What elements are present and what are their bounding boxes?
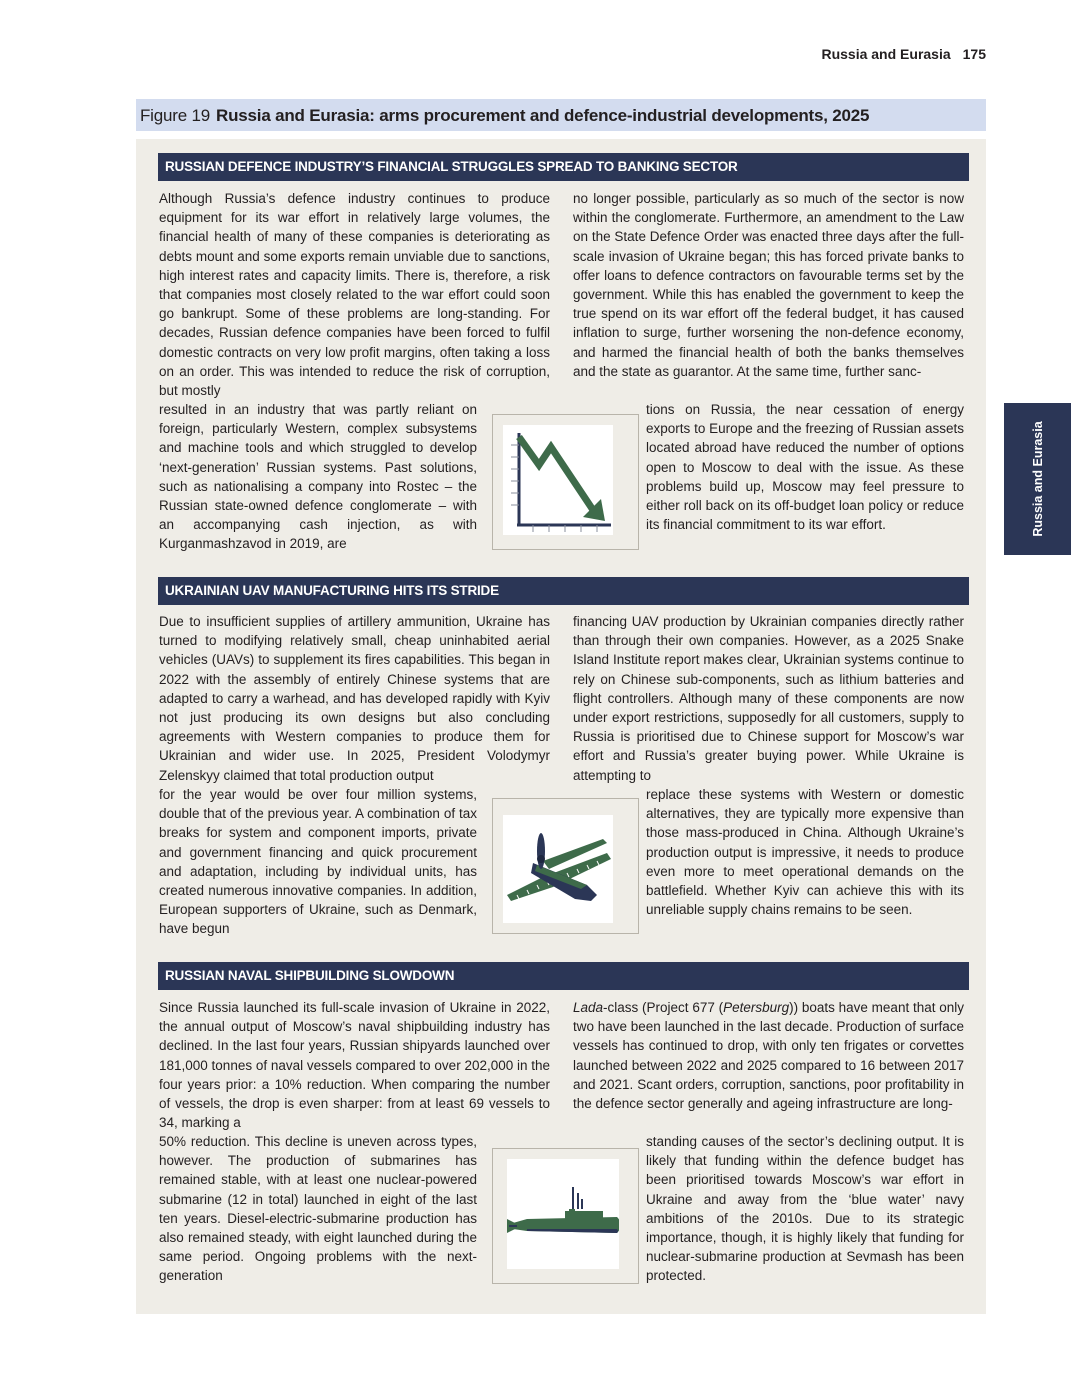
- section1-right-top: [573, 189, 964, 381]
- section3-left-bottom: [159, 1132, 477, 1286]
- section3-right-bottom: [646, 1132, 964, 1286]
- section1-paragraph: Although Russia’s defence industry continues to produce equipment for its war effort in relatively large volumes, the financial health of many of these companies is deteriorating as debts mount and some exports remain unviable due to sanctions, high interest rates and capacity limits. There is, therefore, a risk that companies most closely related to the war effort could soon go bankrupt. Some of these problems are long-standing. For decades, Russian defence companies have been forced to fulfil domestic contracts on very low profit margins, often taking a loss on an order. This was intended to reduce the risk of corruption, but mostly: [159, 191, 550, 399]
- section-heading-naval: RUSSIAN NAVAL SHIPBUILDING SLOWDOWN: [158, 962, 969, 990]
- section1-right-bottom: [646, 400, 964, 534]
- submarine-icon: [507, 1159, 619, 1269]
- section1-image-frame: [492, 414, 639, 550]
- section3-paragraph: standing causes of the sector’s declining output. It is likely that funding within the defence budget has been prioritised towards Moscow’s war effort in Ukraine and away from the ‘blue water’ navy ambitions of the 2010s. Due to its strategic importance, though, it is highly likely that funding for nuclear-submarine production at Sevmash has been protected.: [646, 1134, 964, 1284]
- section1-paragraph: resulted in an industry that was partly reliant on foreign, particularly Western, complex subsystems and machine tools and which struggled to develop ‘next-generation’ Russian systems. Past solutions, such as nationalising a company into Rostec – the Russian state-owned defence conglomerate – with an accompanying cash injection, as with Kurganmashzavod in 2019, are: [159, 402, 477, 552]
- section3-paragraph: 50% reduction. This decline is uneven across types, however. The production of submarines has remained stable, with at least one nuclear-powered submarine (12 in total) launched in eight of the last ten years. Diesel-electric-submarine production has also remained steady, with eight launched during the same period. Ongoing problems with the next-generation: [159, 1134, 477, 1284]
- figure-title: [140, 106, 869, 126]
- section2-right-bottom: [646, 785, 964, 919]
- section-heading-defence-industry: RUSSIAN DEFENCE INDUSTRY’S FINANCIAL STRUGGLES SPREAD TO BANKING SECTOR: [158, 153, 969, 181]
- section3-paragraph: Since Russia launched its full-scale invasion of Ukraine in 2022, the annual output of Moscow’s naval shipbuilding industry has declined. In the last four years, Russian shipyards launched over 181,000 tonnes of naval vessels compared to over 202,000 in the four years prior: a 10% reduction. When comparing the number of vessels, the drop is even sharper: from at least 69 vessels to 34, marking a: [159, 1000, 551, 1131]
- section1-left-bottom: [159, 400, 477, 554]
- section3-image: [507, 1159, 619, 1269]
- page-number: 175: [962, 46, 986, 62]
- figure-heading: Russia and Eurasia: arms procurement and defence-industrial developments, 2025: [216, 106, 870, 125]
- section3-right-top: [573, 998, 964, 1113]
- petersburg-italic: Petersburg: [723, 1000, 790, 1015]
- section2-paragraph: financing UAV production by Ukrainian companies directly rather than through their own companies. However, as a 2025 Snake Island Institute report makes clear, Ukrainian systems continue to rely on Chinese sub-components, such as lithium batteries and flight controllers. Although many of these components are now under export restrictions, supposedly for all customers, supply to Russia is prioritised due to Chinese support for Moscow’s war effort and Russia’s greater buying power. While Ukraine is attempting to: [573, 614, 964, 783]
- section1-paragraph: no longer possible, particularly as so much of the sector is now within the conglomerate. Furthermore, an amendment to the Law on the State Defence Order was enacted three days after the full-scale invasion of Ukraine began; this has forced private banks to offer loans to defence contractors on favourable terms set by the government. While this has enabled the government to keep the true spend on its war effort off the federal budget, it has caused inflation to surge, further worsening the non-defence economy, and harmed the financial health of both the banks themselves and the state as guarantor. At the same time, further sanc-: [573, 191, 964, 379]
- section2-left-top: [159, 612, 550, 785]
- section2-image-frame: [492, 798, 639, 934]
- section2-paragraph: Due to insufficient supplies of artillery ammunition, Ukraine has turned to modifying relatively small, cheap uninhabited aerial vehicles (UAVs) to supplement its fires capabilities. This began in 2022 with the assembly of entirely Chinese systems that are adapted to carry a warhead, and has developed rapidly with Kyiv not just producing its own designs but also concluding agreements with Western companies to produce them for Ukrainian and wider use. In 2025, President Volodymyr Zelenskyy claimed that total production output: [159, 614, 550, 783]
- figure-title-bar: [136, 99, 986, 131]
- section3-image-frame: [492, 1148, 639, 1284]
- section-heading-uav: UKRAINIAN UAV MANUFACTURING HITS ITS STRIDE: [158, 577, 969, 605]
- declining-chart-icon: [503, 425, 613, 535]
- section2-left-bottom: [159, 785, 477, 939]
- section2-image: [503, 815, 613, 923]
- section3-paragraph: [573, 998, 964, 1113]
- section3-left-top: [159, 998, 550, 1132]
- section3-text: -class (Project 677 (: [603, 1000, 724, 1015]
- section2-right-top: [573, 612, 964, 785]
- running-head: [821, 46, 986, 62]
- section2-paragraph: replace these systems with Western or domestic alternatives, they are typically more expensive than those mass-produced in China. Although Ukraine’s production output is impressive, it needs to produce even more to meet operational demands on the battlefield. Whether Kyiv can achieve this with its unreliable supply chains remains to be seen.: [646, 787, 964, 918]
- figure-number: Figure 19: [140, 106, 211, 125]
- section2-paragraph: for the year would be over four million systems, double that of the previous year. A combination of tax breaks for system and component imports, private and government financing and quick procurement and adaptation, including by individual units, has created numerous innovative companies. In addition, European supporters of Ukraine, such as Denmark, have begun: [159, 787, 477, 937]
- side-tab-label: Russia and Eurasia: [1030, 421, 1045, 537]
- side-section-tab: [1004, 403, 1071, 555]
- section1-image: [503, 425, 613, 535]
- section3-text: )) boats have meant that only two have been launched in the last decade. Production of surface vessels has continued to drop, with only ten frigates or corvettes launched between 2022 and 2025 compared to 16 between 2017 and 2021. Scant orders, corruption, sanctions, poor profitability in the defence sector generally and ageing infrastructure are long-: [573, 1000, 965, 1112]
- running-head-section: Russia and Eurasia: [821, 46, 951, 62]
- section1-left-top: [159, 189, 550, 400]
- uav-drone-icon: [503, 815, 613, 923]
- section1-paragraph: tions on Russia, the near cessation of energy exports to Europe and the freezing of Russian assets located abroad have reduced the number of options open to Moscow to deal with the issue. As these problems build up, Moscow may feel pressure to either roll back on its off-budget loan policy or reduce its financial commitment to its war effort.: [646, 402, 964, 533]
- lada-italic: Lada: [573, 1000, 604, 1015]
